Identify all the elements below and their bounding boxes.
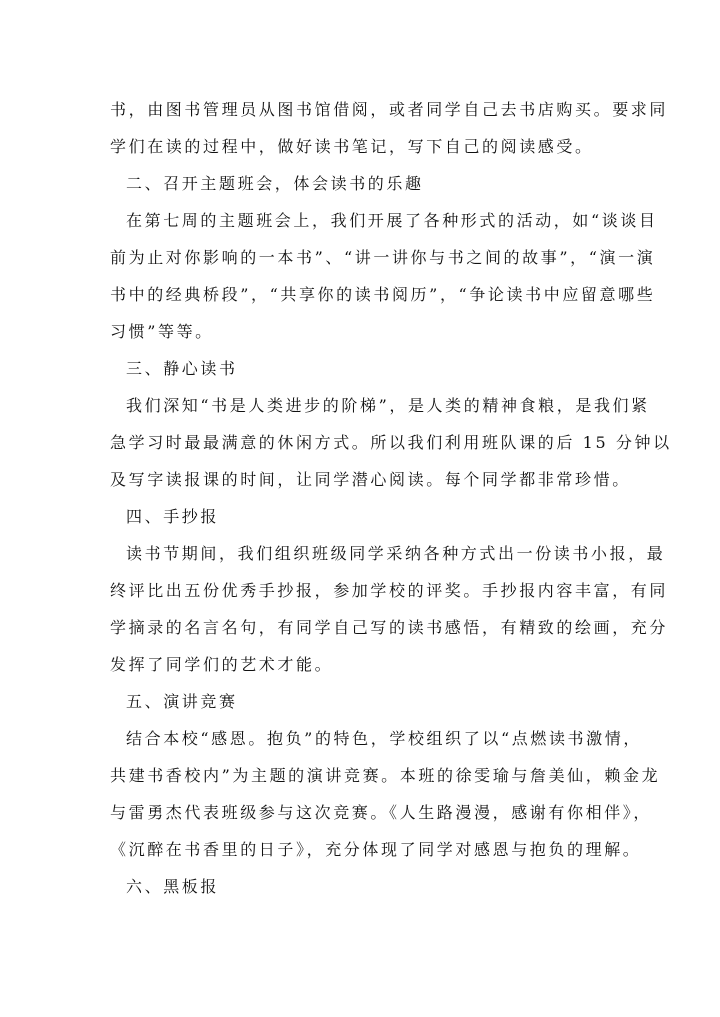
section-heading-3: 三、静心读书: [126, 359, 238, 378]
paragraph-line: 发挥了同学们的艺术才能。: [110, 655, 334, 674]
paragraph-line: 书，由图书管理员从图书馆借阅，或者同学自己去书店购买。要求同: [110, 100, 669, 119]
paragraph-line: 《沉醉在书香里的日子》，充分体现了同学对感恩与抱负的理解。: [110, 840, 642, 859]
paragraph-line: 读书节期间，我们组织班级同学采纳各种方式出一份读书小报，最: [126, 544, 666, 563]
paragraph-line: 书中的经典桥段”，“共享你的读书阅历”，“争论读书中应留意哪些: [110, 285, 656, 304]
paragraph-line: 在第七周的主题班会上，我们开展了各种形式的活动，如“谈谈目: [126, 211, 658, 230]
section-heading-4: 四、手抄报: [126, 507, 220, 526]
paragraph-line: 我们深知“书是人类进步的阶梯”，是人类的精神食粮，是我们紧: [126, 396, 650, 415]
paragraph-line: 与雷勇杰代表班级参与这次竞赛。《人生路漫漫，感谢有你相伴》，: [110, 803, 653, 822]
paragraph-line: 前为止对你影响的一本书”、“讲一讲你与书之间的故事”，“演一演: [110, 248, 656, 267]
paragraph-line: 结合本校“感恩。抱负”的特色，学校组织了以“点燃读书激情，: [126, 729, 642, 748]
section-heading-2: 二、召开主题班会，体会读书的乐趣: [126, 174, 424, 193]
paragraph-line: 终评比出五份优秀手抄报，参加学校的评奖。手抄报内容丰富，有同: [110, 581, 669, 600]
paragraph-line: 学们在读的过程中，做好读书笔记，写下自己的阅读感受。: [110, 137, 594, 156]
paragraph-line: 及写字读报课的时间，让同学潜心阅读。每个同学都非常珍惜。: [110, 470, 631, 489]
paragraph-line: 共建书香校内”为主题的演讲竞赛。本班的徐雯瑜与詹美仙，赖金龙: [110, 766, 661, 785]
section-heading-6: 六、黑板报: [126, 877, 220, 896]
paragraph-line: 习惯”等等。: [110, 322, 214, 341]
paragraph-line: 学摘录的名言名句，有同学自己写的读书感悟，有精致的绘画，充分: [110, 618, 669, 637]
section-heading-5: 五、演讲竞赛: [126, 692, 238, 711]
paragraph-line: 急学习时最最满意的休闲方式。所以我们利用班队课的后 15 分钟以: [110, 433, 672, 452]
